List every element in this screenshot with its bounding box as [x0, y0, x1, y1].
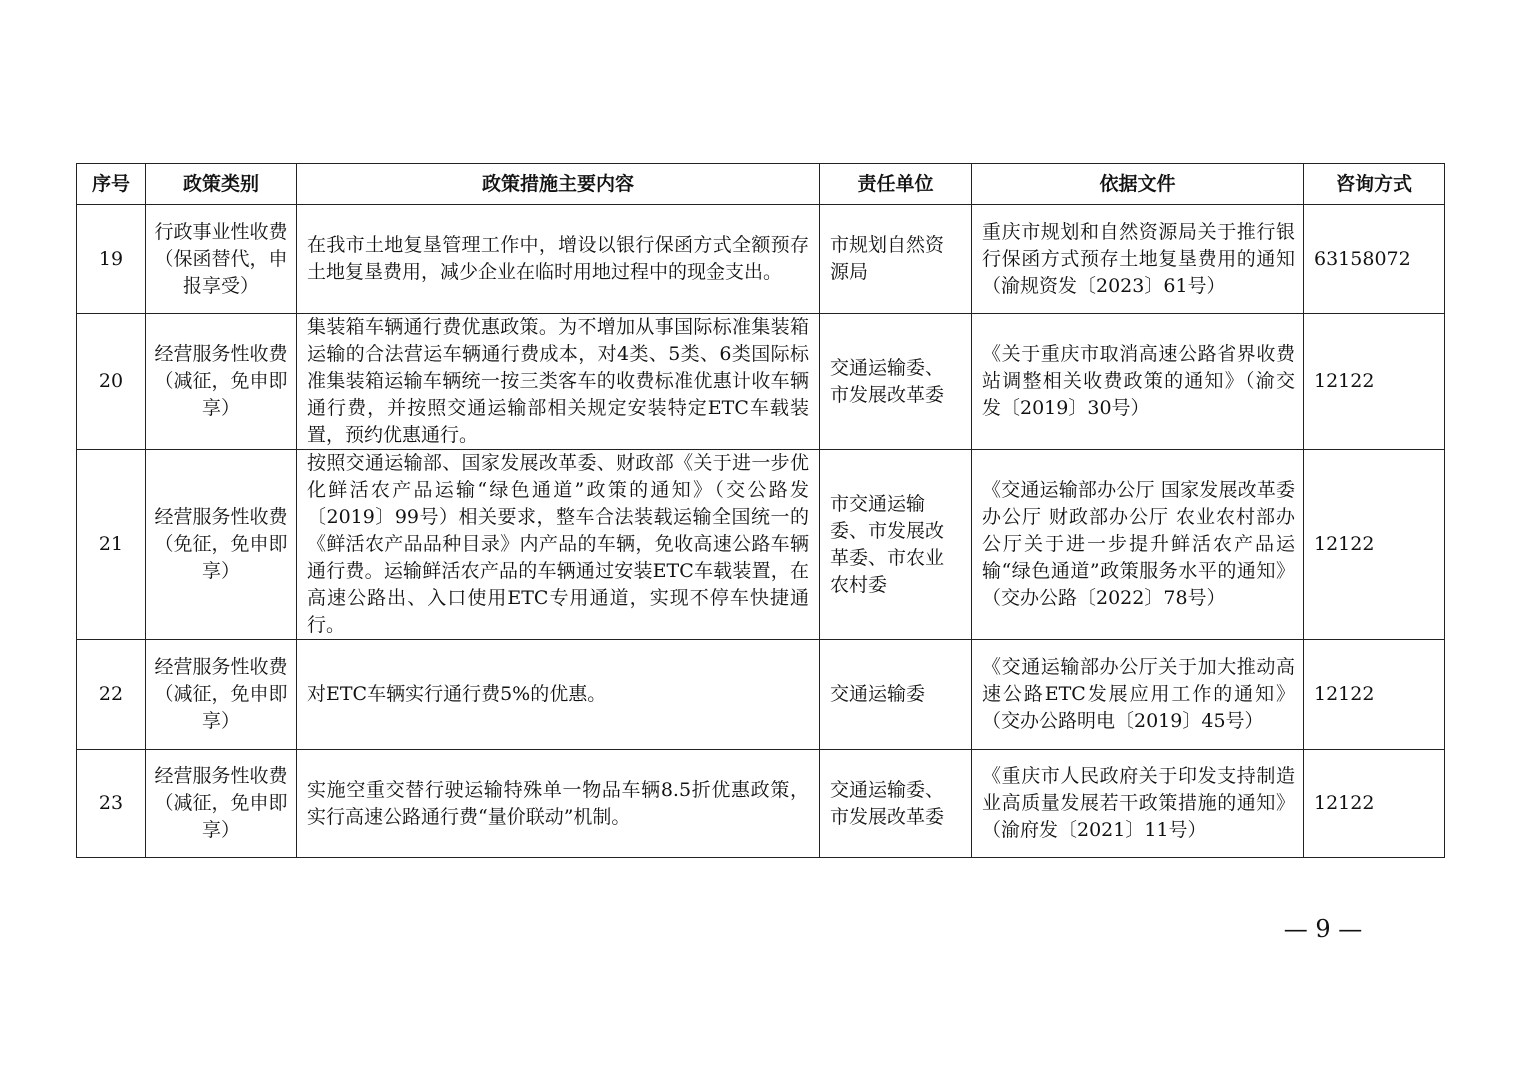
header-contact: 咨询方式 — [1304, 164, 1445, 205]
row-contact: 12122 — [1304, 314, 1445, 450]
row-policy-content: 在我市土地复垦管理工作中，增设以银行保函方式全额预存土地复垦费用，减少企业在临时用地过程中的现金支出。 — [297, 205, 820, 314]
row-responsible-unit: 交通运输委、市发展改革委 — [820, 750, 972, 858]
category-type: 经营服务性收费 — [154, 656, 288, 678]
row-responsible-unit: 交通运输委 — [820, 640, 972, 750]
row-policy-content: 对ETC车辆实行通行费5%的优惠。 — [297, 640, 820, 750]
category-note: （减征，免申即享） — [154, 683, 288, 732]
row-basis-document: 《重庆市人民政府关于印发支持制造业高质量发展若干政策措施的通知》（渝府发〔2021〕11号） — [972, 750, 1304, 858]
header-basis-document: 依据文件 — [972, 164, 1304, 205]
table-row — [77, 314, 1445, 450]
row-policy-category — [146, 640, 297, 750]
row-serial-number: 19 — [77, 205, 146, 314]
row-policy-category — [146, 450, 297, 640]
row-basis-document: 重庆市规划和自然资源局关于推行银行保函方式预存土地复垦费用的通知（渝规资发〔2023〕61号） — [972, 205, 1304, 314]
row-serial-number: 22 — [77, 640, 146, 750]
row-responsible-unit: 市交通运输委、市发展改革委、市农业农村委 — [820, 450, 972, 640]
category-note: （减征，免申即享） — [154, 792, 288, 841]
table-row — [77, 205, 1445, 314]
row-policy-content: 集装箱车辆通行费优惠政策。为不增加从事国际标准集装箱运输的合法营运车辆通行费成本，对4类、5类、6类国际标准集装箱运输车辆统一按三类客车的收费标准优惠计收车辆通行费，并按照交通运输部相关规定安装特定ETC车载装置，预约优惠通行。 — [297, 314, 820, 450]
row-policy-category — [146, 314, 297, 450]
header-serial-number: 序号 — [77, 164, 146, 205]
category-type: 经营服务性收费 — [154, 506, 288, 528]
row-basis-document: 《关于重庆市取消高速公路省界收费站调整相关收费政策的通知》（渝交发〔2019〕30号） — [972, 314, 1304, 450]
row-policy-content: 实施空重交替行驶运输特殊单一物品车辆8.5折优惠政策，实行高速公路通行费“量价联动”机制。 — [297, 750, 820, 858]
category-note: （免征，免申即享） — [154, 533, 288, 582]
category-type: 经营服务性收费 — [154, 765, 288, 787]
category-note: （减征，免申即享） — [154, 370, 288, 419]
row-basis-document: 《交通运输部办公厅关于加大推动高速公路ETC发展应用工作的通知》（交办公路明电〔2019〕45号） — [972, 640, 1304, 750]
row-contact: 63158072 — [1304, 205, 1445, 314]
category-note: （保函替代，申报享受） — [154, 247, 288, 297]
table-header-row — [77, 164, 1445, 205]
category-type: 行政事业性收费 — [154, 220, 288, 243]
header-policy-content: 政策措施主要内容 — [297, 164, 820, 205]
row-contact: 12122 — [1304, 450, 1445, 640]
row-policy-category — [146, 750, 297, 858]
header-responsible-unit: 责任单位 — [820, 164, 972, 205]
header-policy-category: 政策类别 — [146, 164, 297, 205]
row-serial-number: 21 — [77, 450, 146, 640]
table-row — [77, 750, 1445, 858]
category-type: 经营服务性收费 — [154, 343, 288, 365]
row-contact: 12122 — [1304, 750, 1445, 858]
row-policy-category — [146, 205, 297, 314]
page-number: — 9 — — [1283, 915, 1363, 943]
row-contact: 12122 — [1304, 640, 1445, 750]
policy-table — [76, 163, 1445, 858]
row-serial-number: 23 — [77, 750, 146, 858]
table-row — [77, 640, 1445, 750]
row-serial-number: 20 — [77, 314, 146, 450]
table-row — [77, 450, 1445, 640]
row-responsible-unit: 交通运输委、市发展改革委 — [820, 314, 972, 450]
row-policy-content: 按照交通运输部、国家发展改革委、财政部《关于进一步优化鲜活农产品运输“绿色通道”政策的通知》（交公路发〔2019〕99号）相关要求，整车合法装载运输全国统一的《鲜活农产品品种目录》内产品的车辆，免收高速公路车辆通行费。运输鲜活农产品的车辆通过安装ETC车载装置，在高速公路出、入口使用ETC专用通道，实现不停车快捷通行。 — [297, 450, 820, 640]
row-basis-document: 《交通运输部办公厅 国家发展改革委办公厅 财政部办公厅 农业农村部办公厅关于进一步提升鲜活农产品运输“绿色通道”政策服务水平的通知》（交办公路〔2022〕78号） — [972, 450, 1304, 640]
row-responsible-unit: 市规划自然资源局 — [820, 205, 972, 314]
